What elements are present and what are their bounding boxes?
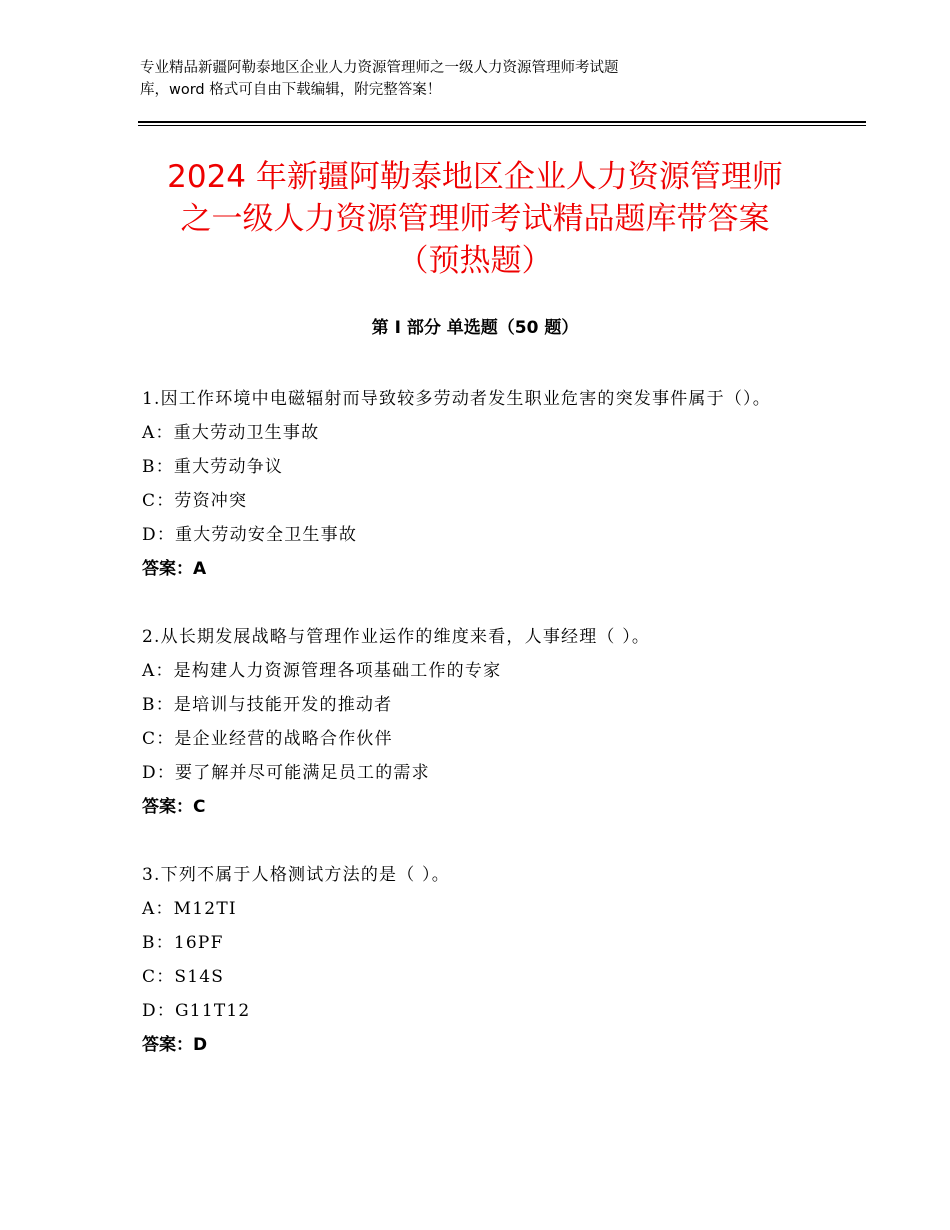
document-title bbox=[120, 156, 830, 282]
section-title: 第 I 部分 单选题（50 题） bbox=[371, 318, 579, 338]
option-a: A：M12TI bbox=[142, 899, 237, 919]
option-b: B：重大劳动争议 bbox=[142, 457, 284, 477]
option-a: A：是构建人力资源管理各项基础工作的专家 bbox=[142, 661, 502, 681]
option-b: B：16PF bbox=[142, 933, 224, 953]
question-list bbox=[142, 382, 822, 1096]
document-title-line-2: 之一级人力资源管理师考试精品题库带答案 bbox=[180, 201, 770, 237]
document-title-line-1: 2024 年新疆阿勒泰地区企业人力资源管理师 bbox=[167, 159, 783, 195]
question-stem: 2.从长期发展战略与管理作业运作的维度来看，人事经理（ ）。 bbox=[142, 627, 651, 647]
answer: 答案：D bbox=[142, 1035, 208, 1055]
document-title-line-3: （预热题） bbox=[397, 243, 553, 279]
option-b: B：是培训与技能开发的推动者 bbox=[142, 695, 393, 715]
answer: 答案：A bbox=[142, 559, 207, 579]
header-rule-thin bbox=[138, 125, 866, 126]
question-stem: 1.因工作环境中电磁辐射而导致较多劳动者发生职业危害的突发事件属于（）。 bbox=[142, 389, 771, 409]
header-note bbox=[140, 57, 780, 101]
question-2 bbox=[142, 620, 822, 824]
option-d: D：G11T12 bbox=[142, 1001, 251, 1021]
question-stem: 3.下列不属于人格测试方法的是（ ）。 bbox=[142, 865, 450, 885]
option-c: C：S14S bbox=[142, 967, 225, 987]
option-c: C：劳资冲突 bbox=[142, 491, 248, 511]
option-d: D：要了解并尽可能满足员工的需求 bbox=[142, 763, 430, 783]
question-3 bbox=[142, 858, 822, 1062]
answer: 答案：C bbox=[142, 797, 206, 817]
header-note-line-2: 库，word 格式可自由下载编辑，附完整答案！ bbox=[140, 82, 442, 98]
header-note-line-1: 专业精品新疆阿勒泰地区企业人力资源管理师之一级人力资源管理师考试题 bbox=[140, 60, 619, 76]
question-1 bbox=[142, 382, 822, 586]
option-c: C：是企业经营的战略合作伙伴 bbox=[142, 729, 393, 749]
header-rule-thick bbox=[138, 121, 866, 123]
option-a: A：重大劳动卫生事故 bbox=[142, 423, 320, 443]
option-d: D：重大劳动安全卫生事故 bbox=[142, 525, 358, 545]
